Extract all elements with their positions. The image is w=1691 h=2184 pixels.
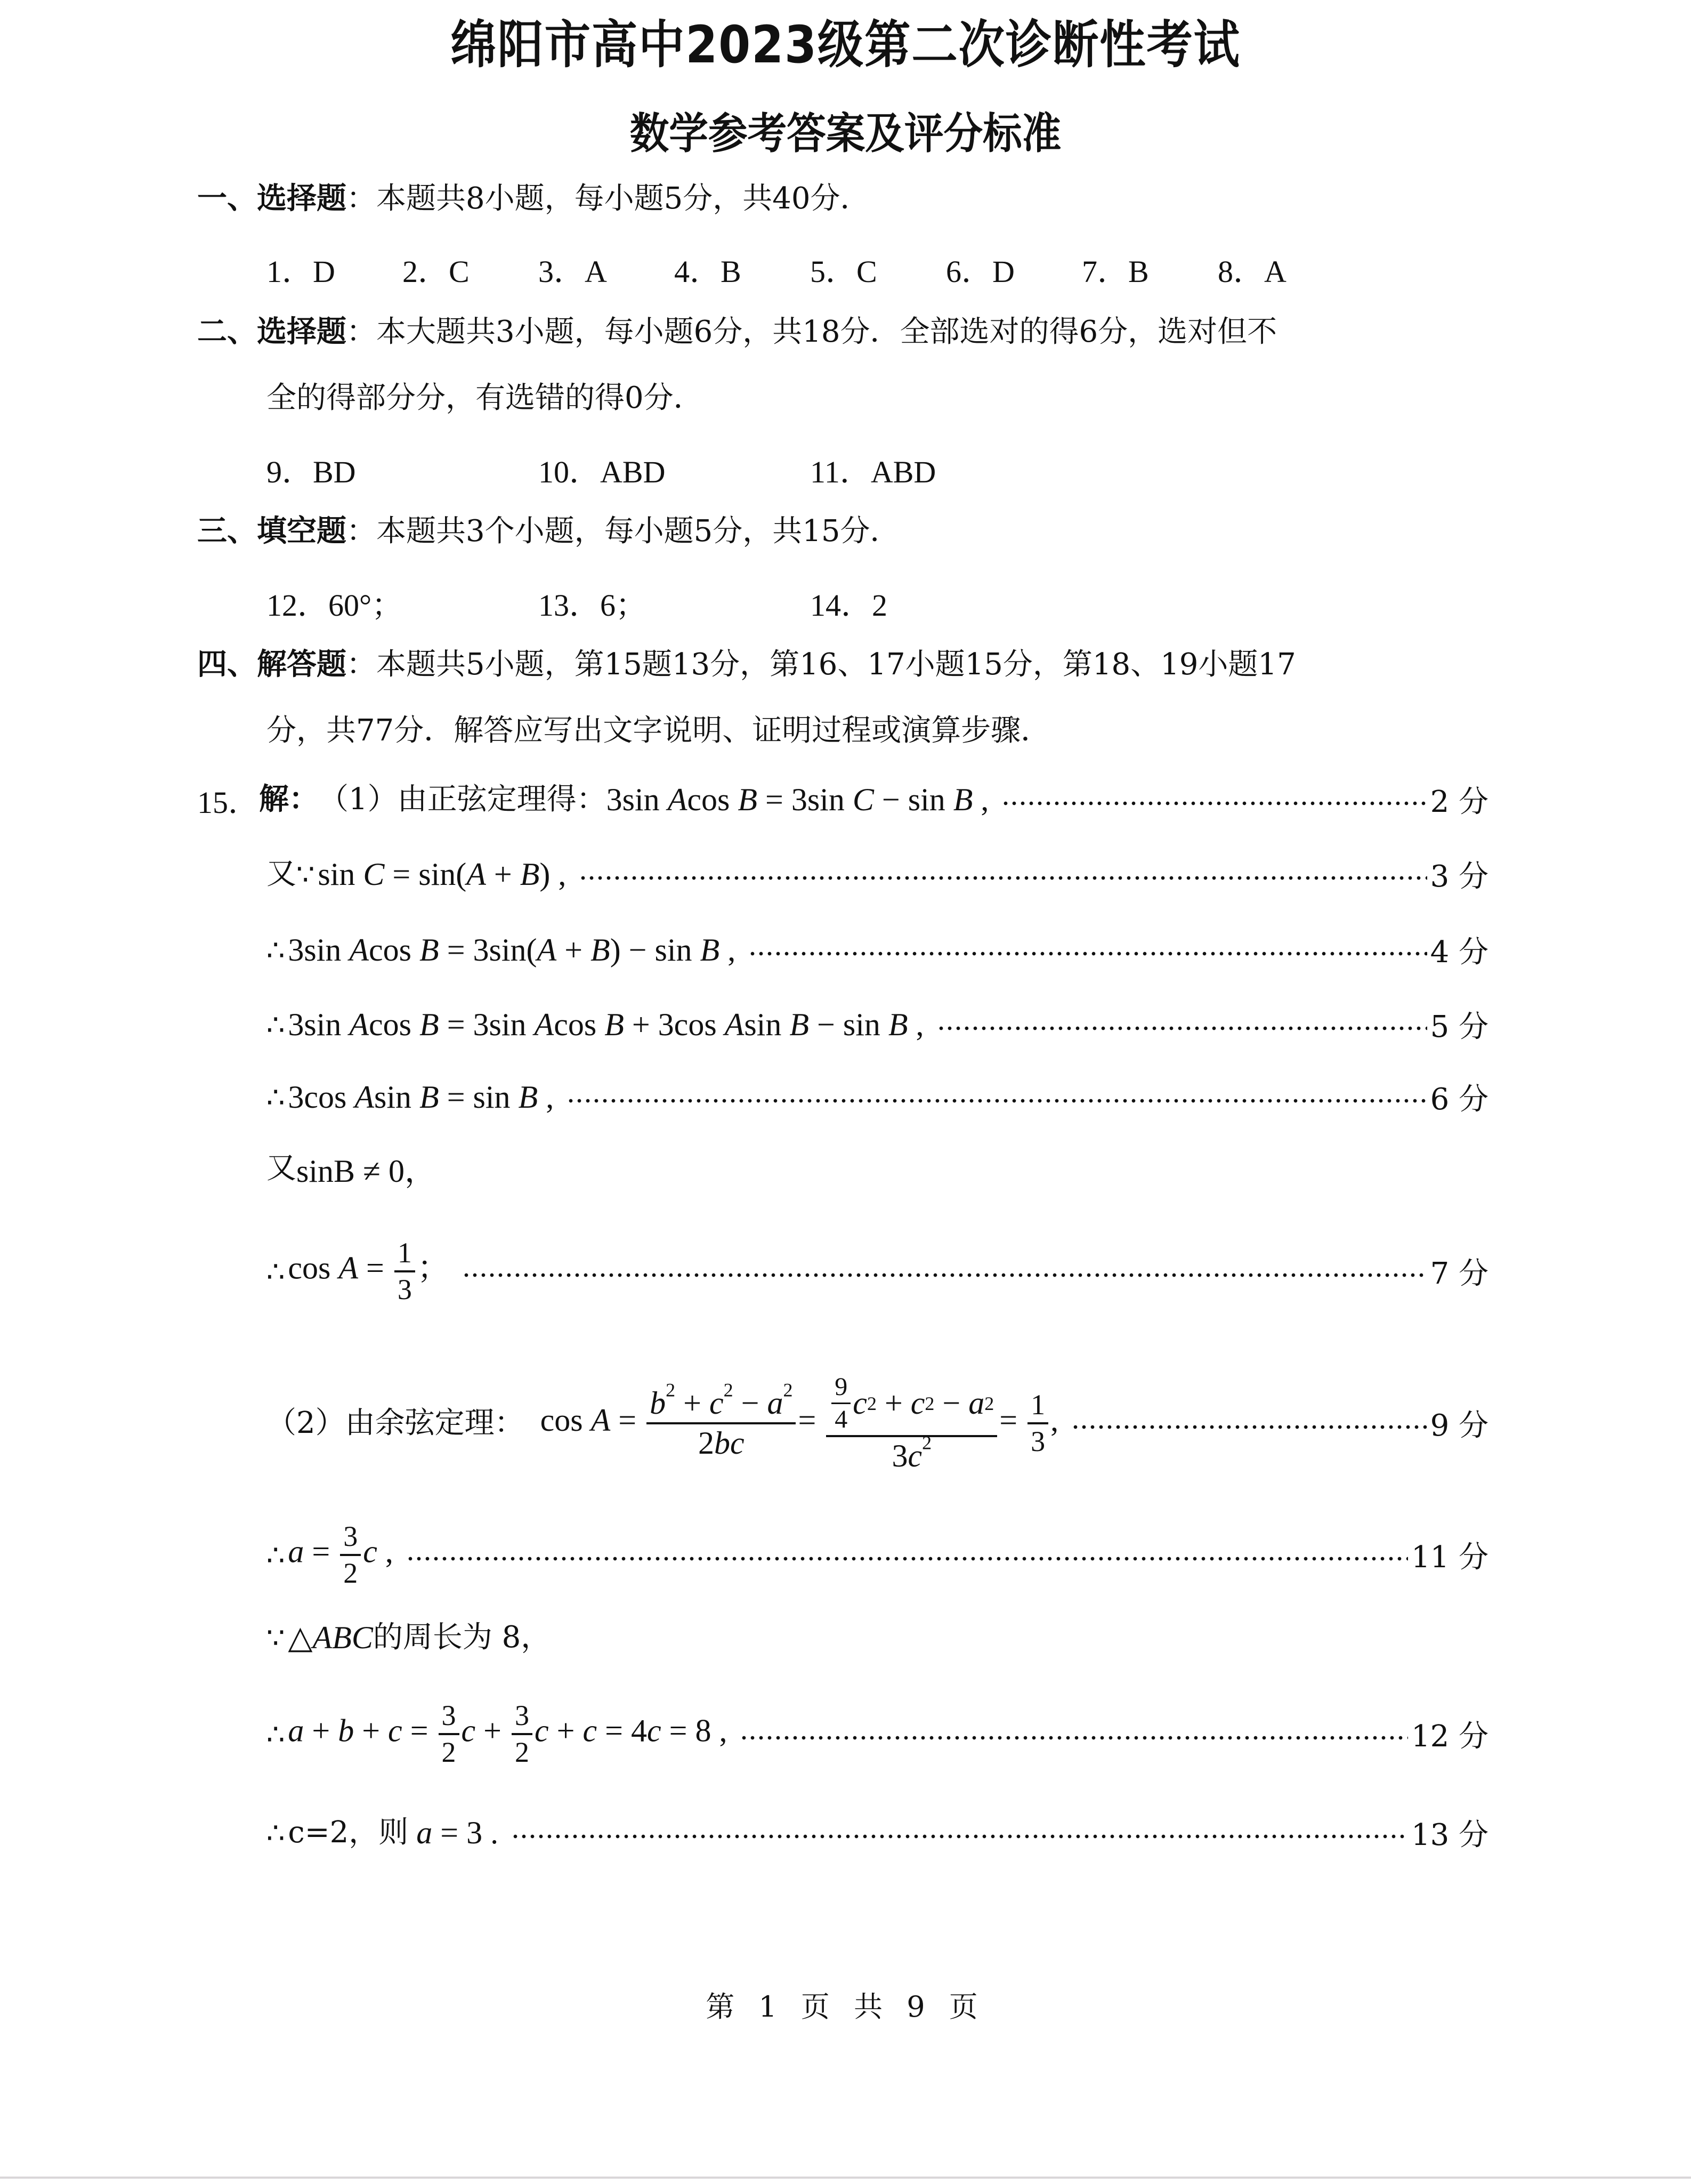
fraction-one-third: $\frac{1}{3}$ — [394, 1238, 415, 1304]
you-label: 又 — [266, 1151, 296, 1186]
equation: sinB ≠ 0， — [296, 1154, 436, 1189]
section-heading: 四、解答题 — [197, 647, 346, 682]
equation: 3sin Acos B = 3sin(A + B) − sin B , — [288, 932, 736, 968]
section-description: ：本题共8小题，每小题5分，共40分． — [346, 181, 870, 216]
answer-q14: 14．2 — [810, 588, 888, 623]
score-label: 13 分 — [1411, 1818, 1488, 1852]
section-3-header — [197, 513, 900, 550]
answer-q3: 3．A — [538, 254, 607, 289]
therefore-symbol: ∴ — [266, 1254, 285, 1288]
score-label: 6 分 — [1430, 1082, 1488, 1117]
solution-step-13pts — [266, 1801, 1488, 1865]
section-description: ：本大题共3小题，每小题6分，共18分．全部选对的得6分，选对但不 — [346, 315, 1277, 349]
dotted-leader — [462, 1273, 1427, 1277]
score-label: 7 分 — [1430, 1256, 1488, 1291]
score-label: 3 分 — [1430, 859, 1488, 894]
section-heading: 一、选择题 — [197, 181, 346, 216]
document-title: 绵阳市高中2023级第二次诊断性考试 — [450, 15, 1241, 75]
solution-step-6pts — [266, 1065, 1488, 1129]
solution-step-perimeter — [266, 1606, 1488, 1670]
solution-label: 解： — [259, 782, 319, 817]
equation: cos A = $\frac{b^2 + c^2 - a^2}{2bc}$ = $\frac{9}{4}$ c 2 + c 2 − a 2 $3c^2$ = $\frac{1}{3}$ , — [540, 1372, 1059, 1474]
section-2-description-cont: 全的得部分分，有选错的得0分． — [266, 381, 703, 415]
section-description: ：本题共3个小题，每小题5分，共15分． — [346, 514, 900, 549]
answer-q5: 5．C — [810, 254, 877, 289]
because-symbol: ∵ — [266, 1621, 285, 1655]
therefore-symbol: ∴ — [266, 1538, 285, 1572]
answer-q11: 11．ABD — [810, 455, 936, 489]
score-label: 11 分 — [1411, 1540, 1488, 1575]
page-number: 第 1 页 共 9 页 — [706, 1990, 985, 2024]
solution-step-3pts — [266, 842, 1488, 906]
section-heading: 三、填空题 — [197, 514, 346, 549]
dotted-leader — [406, 1557, 1408, 1561]
dotted-leader — [1071, 1425, 1427, 1429]
perimeter-text: 的周长为 8， — [373, 1620, 551, 1655]
fraction-one-third: $\frac{1}{3}$ — [1027, 1390, 1048, 1456]
score-label: 12 分 — [1411, 1719, 1488, 1754]
because-symbol: ∵ — [296, 857, 315, 891]
answer-q1: 1．D — [266, 254, 335, 289]
c-equals-text: c=2，则 — [288, 1815, 409, 1850]
part-2-label: （2）由余弦定理： — [266, 1406, 524, 1440]
section-1-header — [197, 180, 870, 217]
equation: 3sin Acos B = 3sin C − sin B , — [606, 781, 989, 817]
answer-q9: 9．BD — [266, 455, 356, 489]
solution-step-9pts — [266, 1354, 1488, 1493]
answer-q8: 8．A — [1218, 254, 1287, 289]
equation: 3cos Asin B = sin B , — [288, 1079, 554, 1115]
fraction-nine-quarters: $\frac{9}{4}$ — [831, 1374, 851, 1433]
solution-step-sinb-nonzero — [266, 1137, 1488, 1200]
fraction-cosine-law: $\frac{b^2 + c^2 - a^2}{2bc}$ — [646, 1387, 796, 1460]
dotted-leader — [748, 952, 1427, 956]
answer-q7: 7．B — [1082, 254, 1149, 289]
fraction-substituted: $\frac{9}{4}$ c 2 + c 2 − a 2 $3c^2$ — [826, 1374, 997, 1473]
fraction-three-halves: $\frac{3}{2}$ — [439, 1701, 459, 1767]
section-2-header — [197, 313, 1277, 351]
answer-q6: 6．D — [946, 254, 1015, 289]
answer-q4: 4．B — [674, 254, 741, 289]
solution-step-4pts — [266, 918, 1488, 982]
you-label: 又 — [266, 857, 296, 891]
triangle-abc: △ABC — [288, 1620, 373, 1655]
answer-q2: 2．C — [402, 254, 470, 289]
solution-step-7pts — [266, 1226, 1488, 1317]
question-number: 15． — [197, 785, 260, 820]
dotted-leader — [579, 876, 1427, 880]
dotted-leader — [740, 1736, 1407, 1740]
therefore-symbol: ∴ — [266, 933, 285, 967]
equation: cos A = $\frac{1}{3}$ ； — [288, 1237, 449, 1305]
solution-step-11pts — [266, 1510, 1488, 1600]
equation: a = $\frac{3}{2}$ c , — [288, 1520, 393, 1589]
equation: sin C = sin(A + B) , — [318, 856, 567, 892]
dotted-leader — [1001, 801, 1427, 805]
score-label: 5 分 — [1430, 1010, 1488, 1044]
section-description: ：本题共5小题，第15题13分，第16、17小题15分，第18、19小题17 — [346, 647, 1296, 682]
therefore-symbol: ∴ — [266, 1816, 285, 1850]
dotted-leader — [567, 1099, 1427, 1103]
therefore-symbol: ∴ — [266, 1717, 285, 1751]
answer-q13: 13．6； — [538, 588, 647, 623]
section-heading: 二、选择题 — [197, 315, 346, 349]
dotted-leader — [511, 1834, 1408, 1839]
part-1-label: （1）由正弦定理得： — [319, 782, 606, 817]
score-label: 9 分 — [1430, 1408, 1488, 1443]
therefore-symbol: ∴ — [266, 1080, 285, 1114]
fraction-three-halves: $\frac{3}{2}$ — [512, 1701, 532, 1767]
dotted-leader — [937, 1026, 1427, 1030]
score-label: 2 分 — [1430, 785, 1488, 819]
fraction-three-halves: $\frac{3}{2}$ — [340, 1521, 361, 1588]
page-bottom-divider — [0, 2177, 1691, 2179]
therefore-symbol: ∴ — [266, 1008, 285, 1042]
solution-step-2pts — [197, 768, 1488, 832]
section-4-description-cont: 分，共77分．解答应写出文字说明、证明过程或演算步骤． — [266, 713, 1051, 748]
answer-q12: 12．60°； — [266, 588, 403, 623]
equation: 3sin Acos B = 3sin Acos B + 3cos Asin B − sin B , — [288, 1006, 924, 1042]
equation: a = 3 . — [416, 1815, 499, 1850]
document-subtitle: 数学参考答案及评分标准 — [629, 109, 1062, 158]
solution-step-5pts — [266, 993, 1488, 1057]
solution-step-12pts — [266, 1689, 1488, 1779]
answer-q10: 10．ABD — [538, 455, 666, 489]
equation: a + b + c = $\frac{3}{2}$ c + $\frac{3}{2}$ c + c = 4c = 8 , — [288, 1699, 727, 1768]
section-4-header — [197, 646, 1296, 683]
score-label: 4 分 — [1430, 935, 1488, 970]
